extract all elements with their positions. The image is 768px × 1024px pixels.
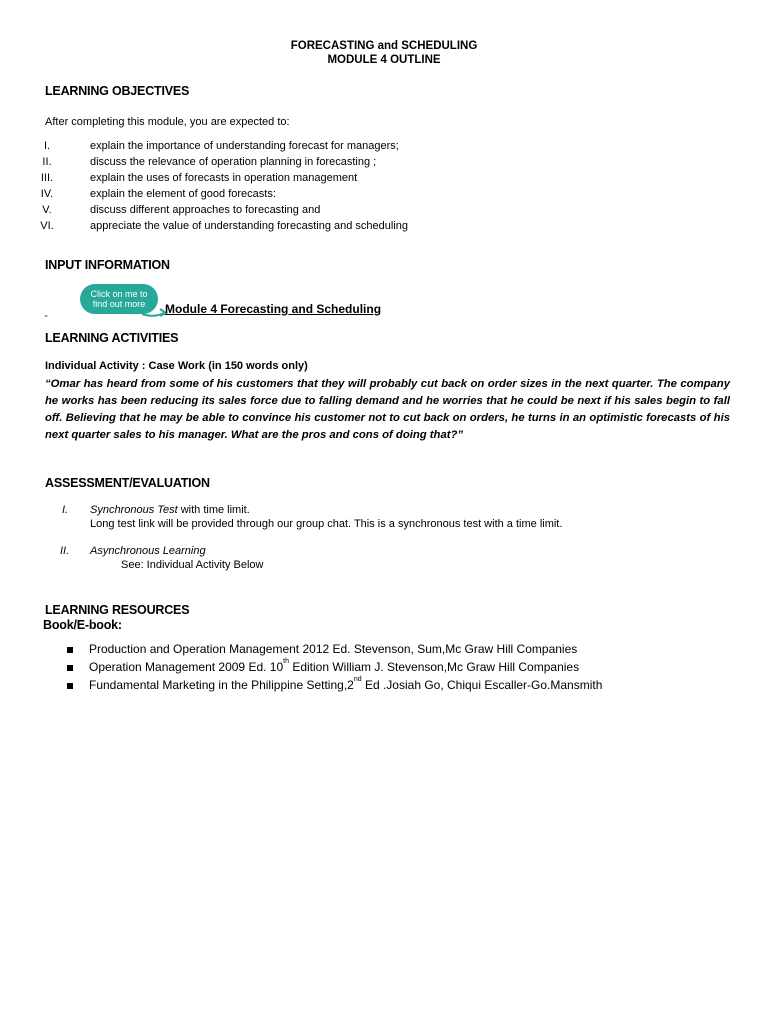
- ordinal-suffix: th: [283, 658, 289, 665]
- assessment-number: I.: [62, 504, 69, 516]
- objective-text: explain the importance of understanding forecast for managers;: [90, 140, 399, 152]
- assessment-number: II.: [60, 545, 70, 557]
- input-information-heading: INPUT INFORMATION: [45, 258, 170, 272]
- objective-text: explain the uses of forecasts in operation management: [90, 172, 358, 184]
- objective-item: [0, 188, 700, 204]
- objectives-intro: After completing this module, you are expected to:: [45, 116, 290, 128]
- objective-text: appreciate the value of understanding forecasting and scheduling: [90, 220, 409, 232]
- document-title: FORECASTING and SCHEDULING: [290, 40, 478, 52]
- objective-number: V.: [42, 204, 52, 216]
- assessment-title: Asynchronous Learning: [90, 545, 206, 557]
- assessment-detail: See: Individual Activity Below: [121, 559, 264, 571]
- objective-item: [0, 204, 700, 220]
- list-item: [0, 642, 720, 660]
- ordinal-suffix: nd: [353, 676, 362, 683]
- assessment-item: [90, 504, 250, 516]
- learning-activities-heading: LEARNING ACTIVITIES: [45, 331, 179, 345]
- learning-objectives-heading: LEARNING OBJECTIVES: [45, 84, 190, 98]
- resource-text-post: Ed .Josiah Go, Chiqui Escaller-Go.Mansmith: [361, 678, 603, 692]
- resource-text-pre: Operation Management 2009 Ed. 10: [89, 660, 284, 674]
- button-label-line1: Click on me to: [90, 289, 148, 299]
- objective-text: discuss the relevance of operation planning in forecasting ;: [90, 156, 377, 168]
- objective-item: [0, 156, 700, 172]
- objective-item: [0, 140, 700, 156]
- bullet-icon: [67, 665, 73, 671]
- objective-text: explain the element of good forecasts:: [90, 188, 276, 200]
- resource-text: Production and Operation Management 2012 Ed. Stevenson, Sum,Mc Graw Hill Companies: [89, 642, 578, 656]
- assessment-title: Synchronous Test: [90, 504, 178, 516]
- stray-quote-mark: “: [45, 314, 48, 323]
- activity-title: Individual Activity : Case Work (in 150 words only): [45, 360, 308, 372]
- module-4-link[interactable]: Module 4 Forecasting and Scheduling: [165, 302, 382, 316]
- objective-number: III.: [40, 172, 54, 184]
- learning-resources-heading: LEARNING RESOURCES: [45, 603, 190, 617]
- assessment-heading: ASSESSMENT/EVALUATION: [45, 476, 210, 490]
- bullet-icon: [67, 647, 73, 653]
- list-item: [0, 678, 720, 696]
- objective-item: [0, 172, 700, 188]
- resource-text-post: Edition William J. Stevenson,Mc Graw Hill Companies: [288, 660, 580, 674]
- case-work-text: “Omar has heard from some of his customers that they will probably cut back on order sizes in the next quarter. The company he works has been reducing its sales force due to falling demand and he worries that he could be next if his sales begin to fall off. Believing that he may be able to convince his customer not to cut back on orders, he turns in an optimistic forecasts of his next quarter sales to his manager. What are the pros and cons of doing that?”: [45, 378, 730, 441]
- objective-text: discuss different approaches to forecasting and: [90, 204, 321, 216]
- assessment-title-suffix: with time limit.: [177, 504, 250, 516]
- module-subtitle: MODULE 4 OUTLINE: [327, 54, 441, 66]
- book-ebook-subheading: Book/E-book:: [43, 618, 122, 632]
- resource-text: [89, 660, 579, 674]
- objective-number: II.: [42, 156, 52, 168]
- resource-text-pre: Fundamental Marketing in the Philippine Setting,2: [89, 678, 354, 692]
- objective-number: I.: [43, 140, 51, 152]
- assessment-detail: Long test link will be provided through our group chat. This is a synchronous test with a time limit.: [90, 518, 563, 530]
- button-label-line2: find out more: [92, 299, 146, 309]
- bullet-icon: [67, 683, 73, 689]
- objective-item: [0, 220, 700, 236]
- objective-number: VI.: [40, 220, 54, 232]
- resource-text: [89, 678, 602, 692]
- objective-number: IV.: [40, 188, 54, 200]
